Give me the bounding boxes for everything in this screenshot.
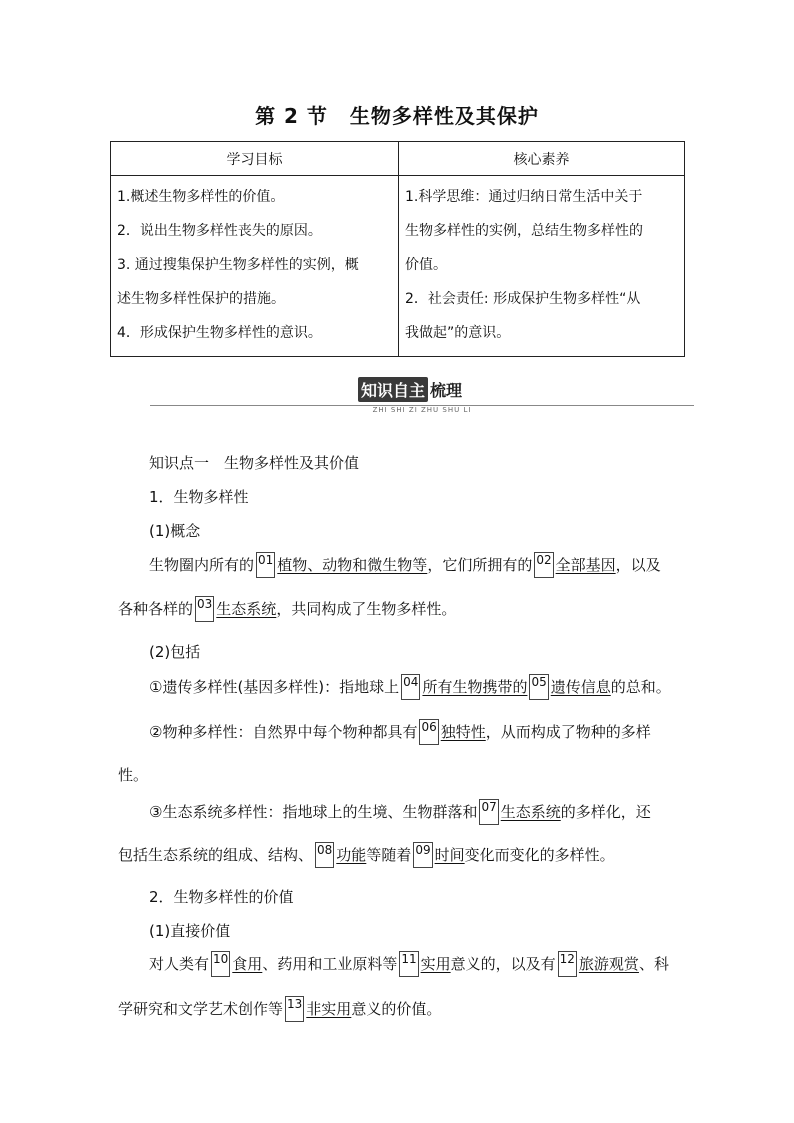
literacy-line: 2．社会责任: 形成保护生物多样性“从 (405, 291, 641, 307)
text: 对人类有 (149, 955, 210, 973)
text: ③生态系统多样性：指地球上的生境、生物群落和 (149, 803, 478, 821)
goal-line: 1.概述生物多样性的价值。 (117, 189, 285, 205)
answer: 生态系统 (500, 803, 561, 821)
text: ，它们所拥有的 (427, 556, 533, 574)
paragraph-line (118, 596, 456, 622)
blank-number: 10 (211, 951, 230, 977)
answer: 独特性 (440, 723, 486, 741)
goal-line: 4．形成保护生物多样性的意识。 (117, 325, 322, 341)
paragraph-line (149, 719, 651, 745)
table-header-row (111, 142, 685, 176)
answer: 生态系统 (216, 600, 277, 618)
blank-number: 11 (399, 951, 418, 977)
text: ②物种多样性：自然界中每个物种都具有 (149, 723, 418, 741)
answer: 实用 (420, 955, 451, 973)
page-title (0, 100, 794, 129)
knowledge-point-heading: 知识点一 生物多样性及其价值 (149, 454, 360, 472)
text: 意义的，以及有 (450, 955, 556, 973)
header-core-literacy: 核心素养 (399, 142, 685, 176)
subheading: (2)包括 (149, 643, 201, 661)
blank-number: 08 (315, 842, 334, 868)
goal-line: 2．说出生物多样性丧失的原因。 (117, 223, 322, 239)
blank-number: 05 (529, 674, 548, 700)
blank-number: 12 (558, 951, 577, 977)
blank-number: 13 (285, 996, 304, 1022)
literacy-line: 1.科学思维：通过归纳日常生活中关于 (405, 189, 643, 205)
blank-number: 02 (534, 552, 553, 578)
answer: 功能 (336, 846, 367, 864)
text: 、科 (638, 955, 669, 973)
answer: 非实用 (306, 1000, 352, 1018)
goal-line: 述生物多样性保护的措施。 (117, 291, 285, 307)
text: 各种各样的 (118, 600, 194, 618)
literacy-line: 我做起”的意识。 (405, 325, 511, 341)
text: ，从而构成了物种的多样 (485, 723, 651, 741)
text: 生物圈内所有的 (149, 556, 255, 574)
answer: 食用 (232, 955, 263, 973)
answer: 时间 (434, 846, 465, 864)
subheading: (1)概念 (149, 522, 201, 540)
answer: 旅游观赏 (578, 955, 639, 973)
blank-number: 04 (401, 674, 420, 700)
answer: 遗传信息 (550, 678, 611, 696)
answer: 所有生物携带的 (422, 678, 528, 696)
learning-goals-cell (111, 176, 399, 357)
paragraph-line (149, 799, 651, 825)
blank-number: 06 (419, 719, 438, 745)
paragraph-line (149, 951, 669, 977)
text: 包括生态系统的组成、结构、 (118, 846, 314, 864)
subheading: 2．生物多样性的价值 (149, 888, 294, 906)
banner-highlight: 知识自主 (358, 377, 428, 402)
answer: 植物、动物和微生物等 (277, 556, 428, 574)
text: 、药用和工业原料等 (262, 955, 398, 973)
subheading: (1)直接价值 (149, 922, 231, 940)
section-number: 第 2 节 (255, 104, 328, 128)
section-banner (150, 376, 694, 412)
paragraph-line (118, 842, 615, 868)
text: 等随着 (366, 846, 412, 864)
text: 学研究和文学艺术创作等 (118, 1000, 284, 1018)
banner-heading (358, 377, 462, 399)
text: 变化而变化的多样性。 (464, 846, 615, 864)
paragraph-line: 性。 (118, 766, 149, 784)
text: ①遗传多样性(基因多样性)：指地球上 (149, 678, 400, 696)
core-literacy-cell (399, 176, 685, 357)
literacy-line: 价值。 (405, 257, 447, 273)
text: 的总和。 (610, 678, 671, 696)
blank-number: 07 (479, 799, 498, 825)
blank-number: 09 (413, 842, 432, 868)
paragraph-line (149, 552, 661, 578)
text: 意义的价值。 (351, 1000, 442, 1018)
text: ，共同构成了生物多样性。 (276, 600, 457, 618)
paragraph-line (118, 996, 441, 1022)
section-name: 生物多样性及其保护 (349, 104, 539, 128)
goal-line: 3. 通过搜集保护生物多样性的实例，概 (117, 257, 359, 273)
paragraph-line (149, 674, 671, 700)
text: ，以及 (615, 556, 661, 574)
answer: 全部基因 (555, 556, 616, 574)
header-learning-goals: 学习目标 (111, 142, 399, 176)
goals-table (110, 141, 685, 357)
blank-number: 01 (256, 552, 275, 578)
subheading: 1．生物多样性 (149, 488, 249, 506)
banner-rest: 梳理 (430, 381, 463, 400)
banner-pinyin: ZHI SHI ZI ZHU SHU LI (372, 406, 472, 414)
literacy-line: 生物多样性的实例，总结生物多样性的 (405, 223, 643, 239)
table-row (111, 176, 685, 357)
blank-number: 03 (195, 596, 214, 622)
text: 的多样化，还 (560, 803, 651, 821)
